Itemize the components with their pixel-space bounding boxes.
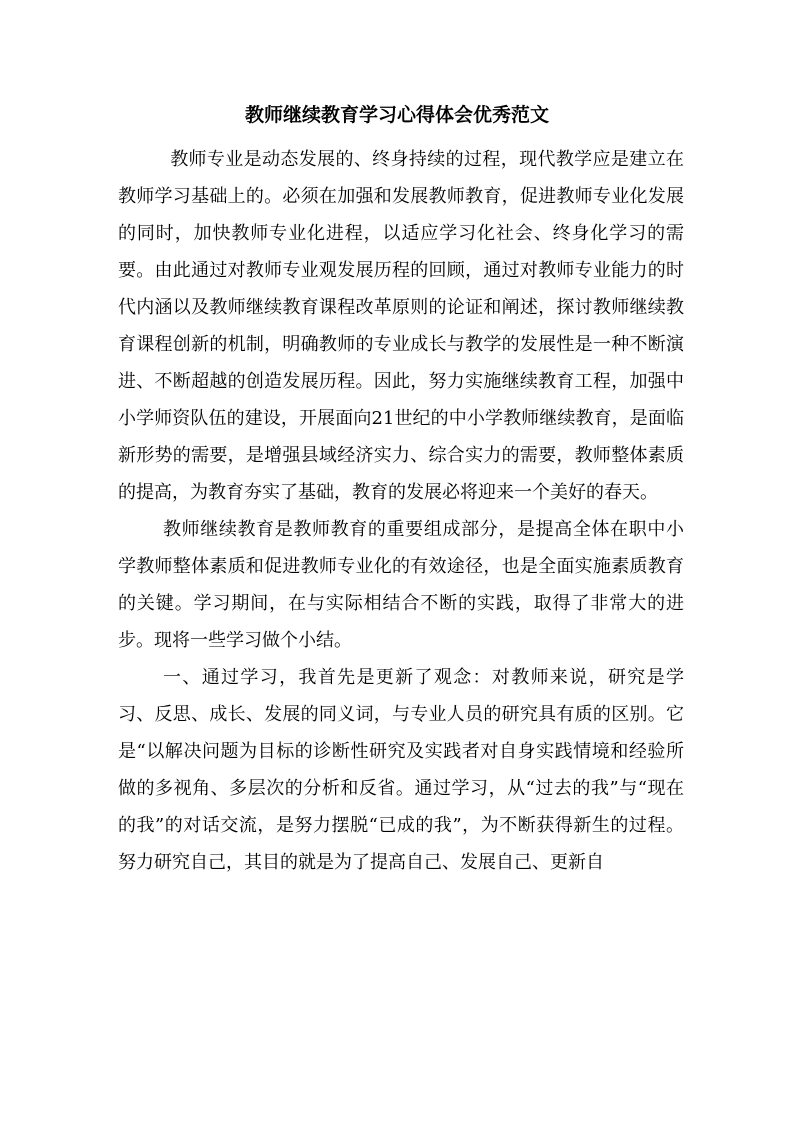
document-body xyxy=(118,141,684,881)
document-title: 教师继续教育学习心得体会优秀范文 xyxy=(244,104,549,126)
paragraph-intro: 教师专业是动态发展的、终身持续的过程，现代教学应是建立在教师学习基础上的。必须在加强和发展教师教育，促进教师专业化发展的同时，加快教师专业化进程，以适应学习化社会、终身化学习的需要。由此通过对教师专业观发展历程的回顾，通过对教师专业能力的时代内涵以及教师继续教育课程改革原则的论证和阐述，探讨教师继续教育课程创新的机制，明确教师的专业成长与教学的发展性是一种不断演进、不断超越的创造发展历程。因此，努力实施继续教育工程，加强中小学师资队伍的建设，开展面向21世纪的中小学教师继续教育，是面临新形势的需要，是增强县域经济实力、综合实力的需要，教师整体素质的提高，为教育夯实了基础，教育的发展必将迎来一个美好的春天。 xyxy=(118,149,684,503)
paragraph-summary: 教师继续教育是教师教育的重要组成部分，是提高全体在职中小学教师整体素质和促进教师专业化的有效途径，也是全面实施素质教育的关键。学习期间，在与实际相结合不断的实践，取得了非常大的进步。现将一些学习做个小结。 xyxy=(118,519,684,651)
paragraph-point-one: 一、通过学习，我首先是更新了观念：对教师来说，研究是学习、反思、成长、发展的同义词，与专业人员的研究具有质的区别。它是“以解决问题为目标的诊断性研究及实践者对自身实践情境和经验所做的多视角、多层次的分析和反省。通过学习，从“过去的我”与“现在的我”的对话交流，是努力摆脱“已成的我”，为不断获得新生的过程。努力研究自己，其目的就是为了提高自己、发展自己、更新自 xyxy=(118,667,684,873)
